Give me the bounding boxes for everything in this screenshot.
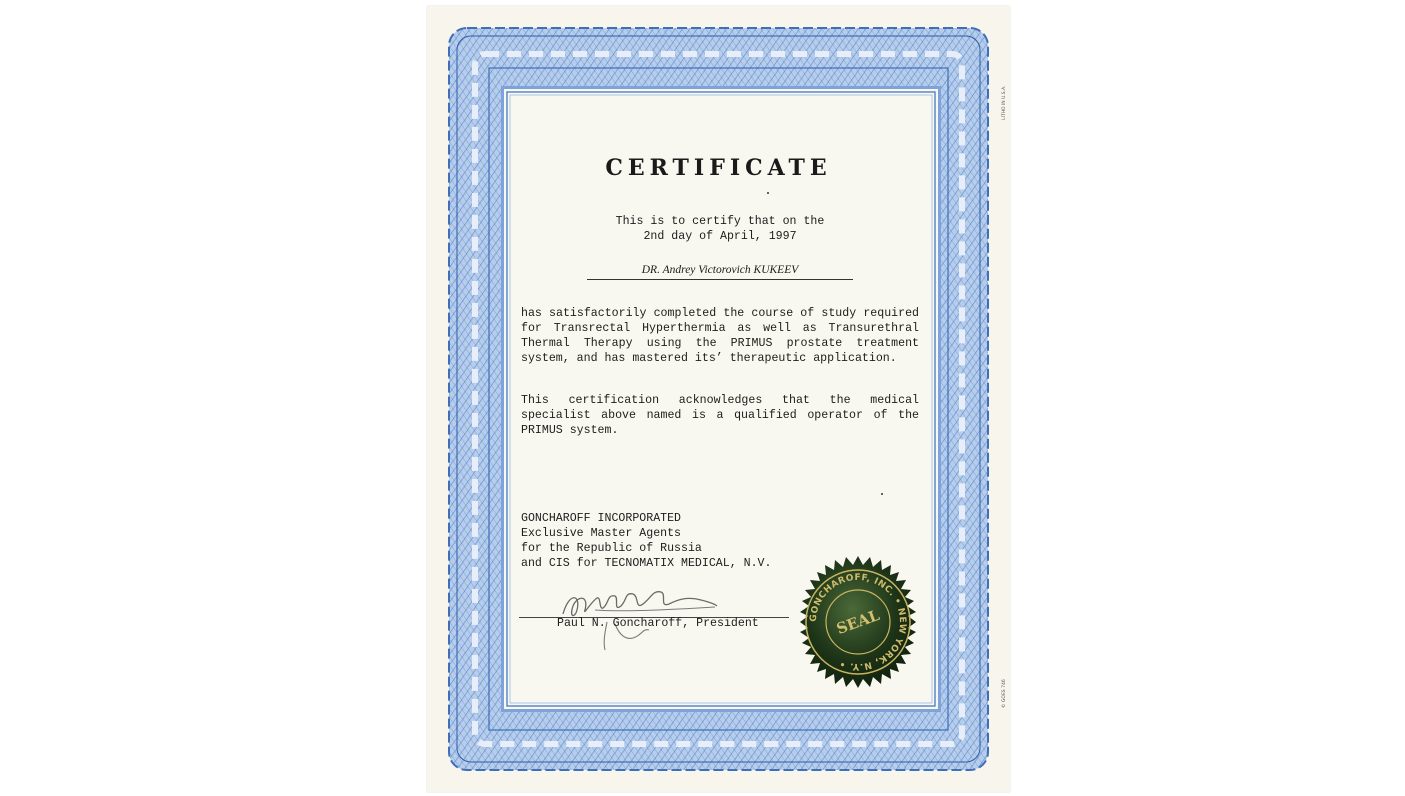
issuer-company: GONCHAROFF INCORPORATED	[521, 512, 682, 525]
recipient-name: DR. Andrey Victorovich KUKEEV	[587, 264, 853, 280]
course-completion-paragraph: has satisfactorily completed the course of study required for Transrectal Hyperthermia as well as Transurethral Thermal Therapy using the PRIMUS prostate treatment system, and has mastered its’ therapeutic application.	[521, 307, 919, 365]
issuer-block	[521, 511, 821, 571]
issuer-role: Exclusive Master Agents	[521, 527, 682, 540]
certify-line-1: This is to certify that on the	[615, 215, 825, 228]
signatory-name: Paul N. Goncharoff, President	[557, 617, 759, 630]
certification-paragraph: This certification acknowledges that the medical specialist above named is a qualified operator of the PRIMUS system.	[521, 394, 919, 437]
copyright-margin-print: © GOES 746	[1002, 679, 1007, 708]
paper-speck	[767, 192, 769, 194]
gold-foil-seal	[790, 554, 926, 690]
certify-statement	[560, 214, 880, 244]
seal-ring-text: GONCHAROFF, INC. • NEW YORK, N.Y. •	[808, 572, 908, 672]
issuer-principal: and CIS for TECNOMATIX MEDICAL, N.V.	[521, 557, 772, 570]
litho-margin-print: LITHO IN U.S.A.	[1002, 85, 1007, 120]
certify-date-line: 2nd day of April, 1997	[643, 230, 797, 243]
issuer-territory: for the Republic of Russia	[521, 542, 702, 555]
certificate-title: CERTIFICATE	[605, 155, 832, 181]
seal-center-text: SEAL	[834, 605, 882, 639]
paper-speck	[881, 493, 883, 495]
